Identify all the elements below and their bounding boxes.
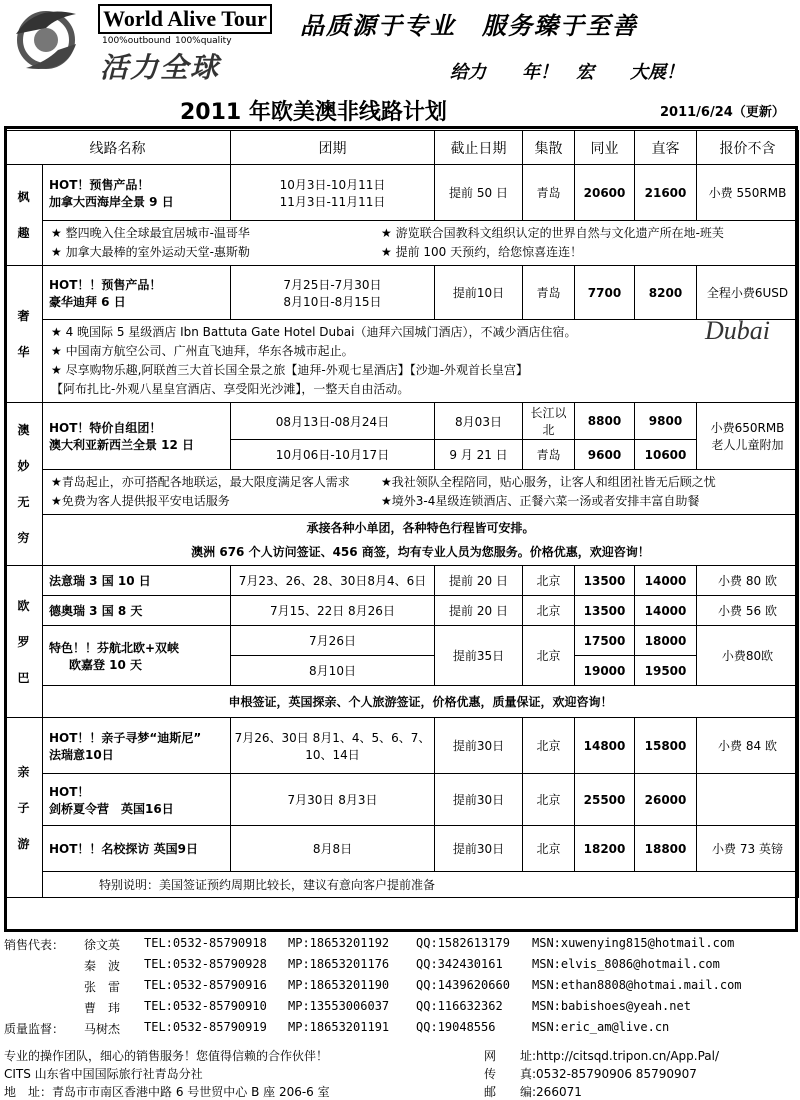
- category-family: 亲 子 游: [5, 718, 43, 898]
- tour-dates: 7月23、26、28、30日8月4、6日: [231, 566, 435, 596]
- contact-row: [4, 976, 798, 997]
- direct-price: 9800: [635, 403, 697, 440]
- category-europe: 欧 罗 巴: [5, 566, 43, 718]
- contact-msn[interactable]: MSN:elvis_8086@hotmail.com: [532, 957, 720, 971]
- excluded: 小费 56 欧: [697, 596, 799, 626]
- footer-row: [4, 1064, 798, 1082]
- dubai-logo: Dubai: [705, 316, 770, 345]
- contact-row: [4, 997, 798, 1018]
- europe-promo: 申根签证，英国探亲、个人旅游签证，价格优惠，质量保证，欢迎咨询！: [43, 686, 799, 718]
- brand-english-name: World Alive Tour: [98, 4, 272, 34]
- contact-name: 曹 玮: [84, 1001, 121, 1015]
- footer: [4, 1046, 798, 1100]
- hub: 青岛: [523, 440, 575, 470]
- contact-mp: MP:13553006037: [288, 999, 390, 1013]
- hub: 青岛: [523, 266, 575, 320]
- excluded: 小费 73 英镑: [697, 826, 799, 872]
- excluded: [697, 774, 799, 826]
- contact-msn[interactable]: MSN:babishoes@yeah.net: [532, 999, 691, 1013]
- footer-row: [4, 1082, 798, 1100]
- route-name: 特色！！芬航北欧+双峡 欧嘉登 10 天: [43, 626, 231, 686]
- qc-label: 质量监督：: [4, 1022, 65, 1036]
- direct-price: 15800: [635, 718, 697, 774]
- promo-row: [5, 686, 799, 718]
- route-name: HOT！！名校探访 英国9日: [43, 826, 231, 872]
- contact-qq: QQ:116632362: [416, 999, 503, 1013]
- route-plan-table: [4, 130, 799, 898]
- footer-company: CITS 山东省中国国际旅行社青岛分社: [4, 1067, 203, 1081]
- header-dates: 团期: [231, 131, 435, 165]
- deadline: 8月03日: [435, 403, 523, 440]
- contact-tel: TEL:0532-85790918: [144, 936, 267, 950]
- tour-dates: 7月15、22日 8月26日: [231, 596, 435, 626]
- route-name: 法意瑞 3 国 10 日: [43, 566, 231, 596]
- tour-dates: 10月06日-10月17日: [231, 440, 435, 470]
- deadline: 提前 50 日: [435, 165, 523, 221]
- trade-price: 13500: [575, 596, 635, 626]
- header-slogan: 品质源于专业 服务臻于至善: [300, 12, 638, 40]
- contact-mp: MP:18653201192: [288, 936, 390, 950]
- table-row: [5, 403, 799, 440]
- deadline: 提前 20 日: [435, 596, 523, 626]
- table-row: [5, 165, 799, 221]
- table-row: [5, 774, 799, 826]
- notes-row: [5, 470, 799, 515]
- direct-price: 26000: [635, 774, 697, 826]
- contact-qq: QQ:1582613179: [416, 936, 510, 950]
- route-name: HOT！！预售产品！ 豪华迪拜 6 日: [43, 266, 231, 320]
- update-date: 2011/6/24（更新）: [660, 105, 785, 120]
- contact-row: [4, 955, 798, 976]
- route-notes: Dubai ★ 4 晚国际 5 星级酒店 Ibn Battuta Gate Hotel Dubai（迪拜六国城门酒店），不减少酒店住宿。 ★ 中国南方航空公司、广州直飞迪拜，华东各城市起止。 ★ 尽享购物乐趣,阿联酋三大首长国全景之旅【迪拜-外观七星酒店】【沙迦-外观首长皇宫】 【阿布扎比-外观八星皇宫酒店、享受阳光沙滩】，一整天自由活动。: [43, 320, 799, 403]
- direct-price: 8200: [635, 266, 697, 320]
- trade-price: 9600: [575, 440, 635, 470]
- excluded: 小费 84 欧: [697, 718, 799, 774]
- trade-price: 25500: [575, 774, 635, 826]
- trade-price: 20600: [575, 165, 635, 221]
- route-name: HOT！预售产品！ 加拿大西海岸全景 9 日: [43, 165, 231, 221]
- route-notes: ★青岛起止，亦可搭配各地联运，最大限度满足客人需求 ★我社领队全程陪同，贴心服务，让客人和组团社皆无后顾之忧 ★免费为客人提供报平安电话服务 ★境外3-4星级连锁酒店、正餐六菜一汤或者安排丰富自助餐: [43, 470, 799, 515]
- trade-price: 8800: [575, 403, 635, 440]
- contact-mp: MP:18653201176: [288, 957, 390, 971]
- contact-mp: MP:18653201190: [288, 978, 390, 992]
- deadline: 提前30日: [435, 826, 523, 872]
- promo-row: [5, 515, 799, 566]
- hub: 北京: [523, 596, 575, 626]
- page-title: 2011 年欧美澳非线路计划: [180, 100, 447, 125]
- hub: 长江以北: [523, 403, 575, 440]
- brand-tagline-quality: 100%quality: [175, 36, 232, 46]
- contact-qq: QQ:1439620660: [416, 978, 510, 992]
- deadline: 提前 20 日: [435, 566, 523, 596]
- route-name: 德奥瑞 3 国 8 天: [43, 596, 231, 626]
- footer-website[interactable]: 网 址:http://citsqd.tripon.cn/App.Pal/: [484, 1049, 720, 1063]
- contact-mp: MP:18653201191: [288, 1020, 390, 1034]
- deadline: 提前10日: [435, 266, 523, 320]
- deadline: 提前30日: [435, 718, 523, 774]
- category-canada: 枫 趣: [5, 165, 43, 266]
- trade-price: 18200: [575, 826, 635, 872]
- footer-fax: 传 真:0532-85790906 85790907: [484, 1067, 697, 1081]
- route-notes: ★ 整四晚入住全球最宜居城市-温哥华 ★ 游览联合国教科文组织认定的世界自然与文化遗产所在地-班芙 ★ 加拿大最棒的室外运动天堂-惠斯勒 ★ 提前 100 天预约，给您惊喜连连！: [43, 221, 799, 266]
- direct-price: 18800: [635, 826, 697, 872]
- excluded: 小费 550RMB: [697, 165, 799, 221]
- trade-price: 14800: [575, 718, 635, 774]
- category-luxury: 奢 华: [5, 266, 43, 403]
- brand-chinese-name: 活力全球: [100, 51, 221, 84]
- tour-dates: 7月30日 8月3日: [231, 774, 435, 826]
- header-hub: 集散: [523, 131, 575, 165]
- company-logo-swirl-icon: [6, 4, 96, 74]
- contact-msn[interactable]: MSN:eric_am@live.cn: [532, 1020, 670, 1034]
- trade-price: 17500: [575, 626, 635, 656]
- deadline: 提前30日: [435, 774, 523, 826]
- direct-price: 21600: [635, 165, 697, 221]
- direct-price: 14000: [635, 566, 697, 596]
- trade-price: 7700: [575, 266, 635, 320]
- notes-row: [5, 872, 799, 898]
- header-slogan-secondary: 给力 年！ 宏 大展！: [450, 62, 684, 83]
- hub: 北京: [523, 774, 575, 826]
- footer-postcode: 邮 编:266071: [484, 1085, 582, 1099]
- excluded: 小费 80 欧: [697, 566, 799, 596]
- direct-price: 18000: [635, 626, 697, 656]
- category-australia: 澳 妙 无 穷: [5, 403, 43, 566]
- table-row: [5, 626, 799, 656]
- contact-name: 马树杰: [84, 1022, 121, 1036]
- contact-name: 秦 波: [84, 959, 121, 973]
- header-route-name: 线路名称: [5, 131, 231, 165]
- australia-promo: 承接各种小单团，各种特色行程皆可安排。 澳洲 676 个人访问签证、456 商签，均有专业人员为您服务。价格优惠，欢迎咨询！: [43, 515, 799, 566]
- header-direct-price: 直客: [635, 131, 697, 165]
- table-row: [5, 718, 799, 774]
- table-row: [5, 266, 799, 320]
- contact-name: 徐文英: [84, 938, 121, 952]
- notes-row: [5, 221, 799, 266]
- footer-row: [4, 1046, 798, 1064]
- route-name: HOT！ 剑桥夏令营 英国16日: [43, 774, 231, 826]
- contact-tel: TEL:0532-85790916: [144, 978, 267, 992]
- excluded: 小费650RMB 老人儿童附加: [697, 403, 799, 470]
- contact-tel: TEL:0532-85790919: [144, 1020, 267, 1034]
- contact-tel: TEL:0532-85790928: [144, 957, 267, 971]
- table-row: [5, 596, 799, 626]
- deadline: 9 月 21 日: [435, 440, 523, 470]
- tour-dates: 08月13日-08月24日: [231, 403, 435, 440]
- table-row: [5, 566, 799, 596]
- footer-address: 地 址：青岛市市南区香港中路 6 号世贸中心 B 座 206-6 室: [4, 1085, 330, 1099]
- header-deadline: 截止日期: [435, 131, 523, 165]
- header-excluded: 报价不含: [697, 131, 799, 165]
- route-name: HOT！特价自组团！ 澳大利亚新西兰全景 12 日: [43, 403, 231, 470]
- hub: 北京: [523, 718, 575, 774]
- trade-price: 19000: [575, 656, 635, 686]
- hub: 北京: [523, 626, 575, 686]
- direct-price: 14000: [635, 596, 697, 626]
- special-note: 特别说明：美国签证预约周期比较长，建议有意向客户提前准备: [43, 872, 799, 898]
- hub: 北京: [523, 826, 575, 872]
- contact-row: [4, 1018, 798, 1039]
- contact-qq: QQ:342430161: [416, 957, 503, 971]
- excluded: 全程小费6USD: [697, 266, 799, 320]
- tour-dates: 7月26、30日 8月1、4、5、6、7、10、14日: [231, 718, 435, 774]
- header-trade-price: 同业: [575, 131, 635, 165]
- contact-row: [4, 934, 798, 955]
- contact-msn[interactable]: MSN:xuwenying815@hotmail.com: [532, 936, 735, 950]
- trade-price: 13500: [575, 566, 635, 596]
- table-header-row: [5, 131, 799, 165]
- contact-name: 张 雷: [84, 980, 121, 994]
- tour-dates: 10月3日-10月11日 11月3日-11月11日: [231, 165, 435, 221]
- excluded: 小费80欧: [697, 626, 799, 686]
- tour-dates: 8月8日: [231, 826, 435, 872]
- notes-row: [5, 320, 799, 403]
- tour-dates: 7月25日-7月30日 8月10日-8月15日: [231, 266, 435, 320]
- hub: 青岛: [523, 165, 575, 221]
- table-row: [5, 826, 799, 872]
- tour-dates: 8月10日: [231, 656, 435, 686]
- contact-qq: QQ:19048556: [416, 1020, 496, 1034]
- contacts-section: [4, 934, 798, 1039]
- contact-tel: TEL:0532-85790910: [144, 999, 267, 1013]
- footer-motto: 专业的操作团队，细心的销售服务！您值得信赖的合作伙伴！: [4, 1049, 329, 1063]
- deadline: 提前35日: [435, 626, 523, 686]
- contact-msn[interactable]: MSN:ethan8808@hotmai.mail.com: [532, 978, 742, 992]
- sales-label: 销售代表：: [4, 938, 65, 952]
- tour-dates: 7月26日: [231, 626, 435, 656]
- hub: 北京: [523, 566, 575, 596]
- direct-price: 19500: [635, 656, 697, 686]
- brand-tagline-outbound: 100%outbound: [102, 36, 171, 46]
- route-name: HOT！！亲子寻梦“迪斯尼” 法瑞意10日: [43, 718, 231, 774]
- direct-price: 10600: [635, 440, 697, 470]
